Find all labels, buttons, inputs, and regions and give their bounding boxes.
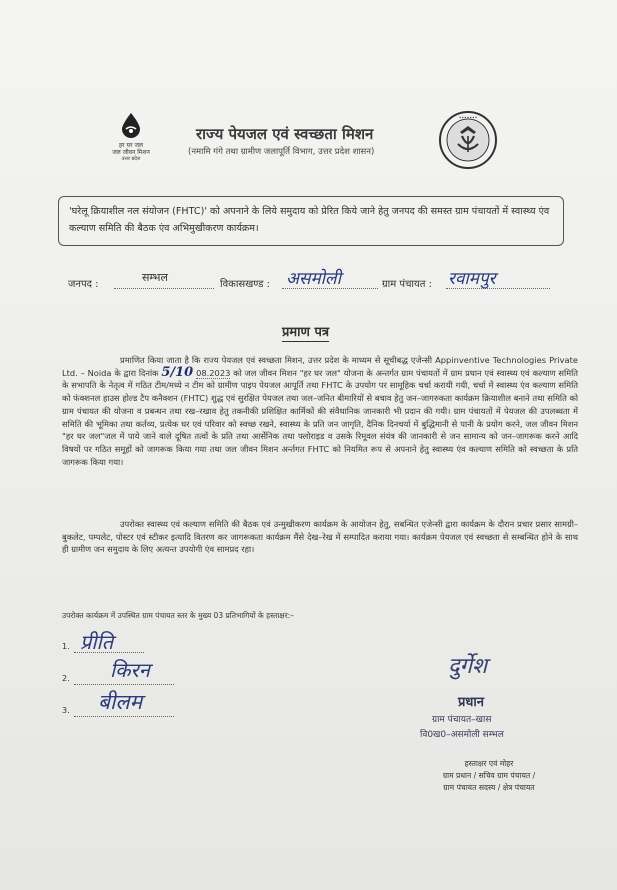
signature-number-2: 2. bbox=[62, 674, 70, 683]
svg-text:•••••••: ••••••• bbox=[458, 116, 478, 121]
footer-line-3: ग्राम पंचायत सदस्य / क्षेत्र पंचायत bbox=[443, 783, 535, 792]
certificate-title: प्रमाण पत्र bbox=[282, 322, 329, 342]
signature-line-2 bbox=[74, 684, 174, 685]
pradhan-signature: दुर्गेश bbox=[448, 654, 488, 679]
date-suffix: 08.2023 bbox=[196, 367, 231, 378]
pradhan-title: प्रधान bbox=[458, 695, 484, 710]
stamp-line-2: वि0ख0–असमोली सम्भल bbox=[420, 730, 504, 740]
signature-3: बीलम bbox=[98, 690, 143, 714]
footer-line-2: ग्राम प्रधान / सचिव ग्राम पंचायत / bbox=[442, 771, 536, 780]
signatory-footer bbox=[404, 758, 574, 794]
janpad-label: जनपद : bbox=[68, 279, 99, 290]
signature-2: किरन bbox=[110, 658, 150, 682]
certificate-paragraph-1 bbox=[62, 354, 578, 468]
jal-jeevan-mission-logo bbox=[96, 112, 166, 163]
vikaskhand-value: असमोली bbox=[286, 269, 341, 289]
signature-line-3 bbox=[74, 716, 174, 717]
logo-text-3: उत्तर प्रदेश bbox=[121, 156, 141, 162]
program-banner: 'घरेलू क्रियाशील नल संयोजन (FHTC)' को अपनाने के लिये समुदाय को प्रेरित किये जाने हेतु जनपद की समस्त ग्राम पंचायतों में स्वास्थ्य एंव कल्याण समिति की बैठक एंव अभिमुखीकरण कार्यक्रम। bbox=[58, 196, 564, 246]
certificate-paragraph-2: उपरोक्त स्वास्थ्य एवं कल्याण समिति की बैठक एवं उन्मुखीकरण कार्यक्रम के आयोजन हेतु, सबन्धित एजेन्सी द्वारा कार्यक्रम के दौरान प्रचार प्रसार सामग्री–बुकलेट, पम्पलेट, पोस्टर एवं स्टीकर इत्यादि वितरण कर जागरूकता कार्यक्रम मैंसे देख–रेख में सम्पादित कराया गया। कार्यक्रम पेयजल एवं स्वच्छता से सम्बन्धित होने के साथ ही ग्रामीण जन समुदाय के लिए अत्यन्त उपयोगी एंव सामप्रद रहा। bbox=[62, 519, 578, 555]
water-drop-icon bbox=[120, 112, 142, 138]
signature-number-1: 1. bbox=[62, 642, 70, 651]
stamp-line-1: ग्राम पंचायत–खास bbox=[432, 715, 492, 725]
gram-panchayat-value: रवामपुर bbox=[448, 269, 496, 289]
paragraph-1-body: को जल जीवन मिशन "हर घर जल" योजना के अन्तर्गत ग्राम पंचायतों में ग्राम प्रधान एवं स्वास्थ्य एवं कल्याण समिति के सभापति के नेतृत्व में गठित टीम/मध्ये न टीम को ग्रामीण पाइप पेयजल आपूर्ति तथा FHTC के उपयोग पर सामूहिक चर्चा करायी गयी, चर्चा में स्वास्थ्य एंव कल्याण समिति को फंक्शनल हाउस होल्ड टैप कनैक्शन (FHTC) शुद्ध एवं सुरक्षित पेयजल तथा जल–जनित बीमारियों से बचाव हेतु जन–जागरुकता कार्यक्रम क्रियाशील बनाने तथा समिति को ग्राम पंचायत की योजना व प्रबन्धन तथा रख–रखाव हेतु तकनीकी प्रशिक्षित कार्मिकों की संवैधानिक जानकारी भी प्रदान की गयी। ग्राम पंचायतों में पेयजल की उपलब्धता में समिति की भूमिका तथा कर्तव्य, प्रत्येक घर एवं परिवार को स्वच्छ रखने, स्वास्थ्य के प्रति जन जागृति, दैनिक दिनचर्या में बुद्धिमानी से पानी के प्रयोग करने, जल जीवन मिशन "हर घर जल"जल में पाये जाने वाले दूषित तत्वों के प्रति तथा आर्सेनिक तथा फ्लोराइड व उसके रिमूवल संयंत्र की जानकारी से जन सामान्य को जन–जागरूक करने आदि विषयों पर गठित समूहों को जागरूक किया गया तथा जल जीवन मिशन अर्न्तगत FHTC को नियमित रूप से अपनाने हेतु स्वास्थ्य एंव कल्याण समिति को स्वच्छता के प्रति जागरूक किया गया। bbox=[62, 367, 578, 467]
mission-title: राज्य पेयजल एवं स्वच्छता मिशन bbox=[196, 125, 374, 143]
logo-text-1: हर घर जल bbox=[119, 142, 143, 149]
paragraph-1-intro: प्रमाणित किया जाता है कि राज्य पेयजल एवं स्वच्छता मिशन, उत्तर प्रदेश के माध्यम से सूचीबद्ध एजेन्सी Appinventive Technologies Private Ltd. – Noida के द्वारा दिनांक bbox=[62, 355, 578, 378]
mission-subtitle: (नमामि गंगे तथा ग्रामीण जलापूर्ति विभाग, उत्तर प्रदेश शासन) bbox=[188, 147, 375, 157]
janpad-underline bbox=[114, 288, 214, 289]
logo-text-2: जल जीवन मिशन bbox=[112, 149, 150, 156]
signatures-intro: उपरोक्त कार्यक्रम में उपस्थित ग्राम पंचायत स्तर के मुख्य 03 प्रतिभागियों के हस्ताक्षर:– bbox=[62, 611, 295, 620]
footer-line-1: हस्ताक्षर एवं मोहर bbox=[464, 759, 514, 768]
vikaskhand-label: विकासखण्ड : bbox=[220, 279, 271, 290]
gram-panchayat-label: ग्राम पंचायत : bbox=[382, 279, 433, 290]
signature-number-3: 3. bbox=[62, 706, 70, 715]
janpad-value: सम्भल bbox=[142, 271, 168, 284]
handwritten-date: 5/10 bbox=[161, 364, 194, 380]
up-government-emblem-icon bbox=[438, 110, 498, 170]
signature-1: प्रीति bbox=[80, 630, 114, 654]
